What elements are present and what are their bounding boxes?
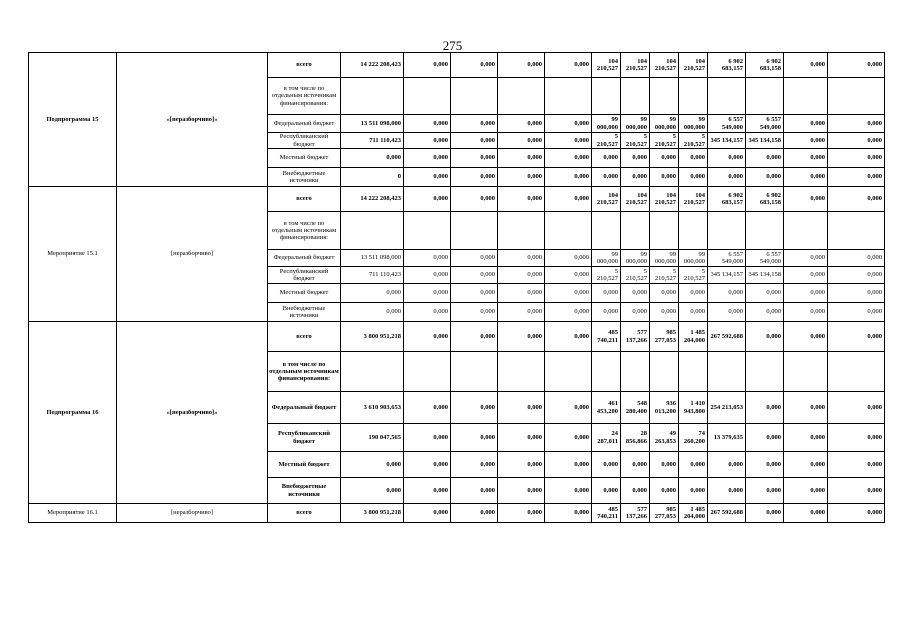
value-cell: 0,000 <box>498 504 545 523</box>
table-row <box>29 322 885 352</box>
value-cell: 6 902 683,158 <box>746 53 784 78</box>
value-cell: 0,000 <box>592 168 621 187</box>
value-cell: 1 485 204,000 <box>679 322 708 352</box>
value-cell: 0,000 <box>451 478 498 504</box>
value-cell <box>746 78 784 115</box>
value-cell: 0,000 <box>451 168 498 187</box>
value-cell: 0,000 <box>746 504 784 523</box>
value-cell: 5 210,527 <box>621 133 650 149</box>
value-cell: 24 287,011 <box>592 424 621 452</box>
value-cell: 0,000 <box>545 478 592 504</box>
value-cell: 0,000 <box>828 322 885 352</box>
value-cell <box>784 212 828 250</box>
value-cell: 0,000 <box>746 392 784 424</box>
value-cell: 0,000 <box>592 284 621 303</box>
value-cell: 267 592,688 <box>708 322 746 352</box>
value-cell: 0,000 <box>828 187 885 212</box>
value-cell: 985 277,053 <box>650 322 679 352</box>
value-cell: 548 280,400 <box>621 392 650 424</box>
value-cell: 0,000 <box>746 149 784 168</box>
value-cell: 13 511 098,000 <box>341 115 404 133</box>
value-cell: 6 557 549,000 <box>708 115 746 133</box>
value-cell: 0,000 <box>404 392 451 424</box>
value-cell: 0,000 <box>592 478 621 504</box>
value-cell: 190 047,565 <box>341 424 404 452</box>
value-cell: 0,000 <box>784 424 828 452</box>
value-cell: 0,000 <box>784 322 828 352</box>
value-cell: 99 000,000 <box>650 115 679 133</box>
value-cell <box>650 352 679 392</box>
value-cell: 0,000 <box>784 478 828 504</box>
value-cell: 0,000 <box>828 53 885 78</box>
value-cell: 3 610 903,653 <box>341 392 404 424</box>
value-cell: 0,000 <box>451 504 498 523</box>
value-cell: 0,000 <box>746 322 784 352</box>
value-cell: 0,000 <box>828 478 885 504</box>
source-label: Местный бюджет <box>268 149 341 168</box>
value-cell <box>650 78 679 115</box>
value-cell: 0,000 <box>708 284 746 303</box>
value-cell <box>708 212 746 250</box>
value-cell: 0,000 <box>621 452 650 478</box>
value-cell <box>621 78 650 115</box>
value-cell: 0,000 <box>498 284 545 303</box>
value-cell: 0,000 <box>404 133 451 149</box>
value-cell: 0,000 <box>498 267 545 284</box>
value-cell: 985 277,053 <box>650 504 679 523</box>
value-cell: 28 856,866 <box>621 424 650 452</box>
value-cell: 0,000 <box>341 303 404 322</box>
value-cell <box>404 352 451 392</box>
value-cell: 74 260,200 <box>679 424 708 452</box>
value-cell: 0,000 <box>404 504 451 523</box>
value-cell: 0,000 <box>828 392 885 424</box>
value-cell: 0,000 <box>498 392 545 424</box>
value-cell: 0,000 <box>498 322 545 352</box>
value-cell: 461 453,200 <box>592 392 621 424</box>
source-label: Республиканский бюджет <box>268 424 341 452</box>
value-cell <box>828 352 885 392</box>
value-cell: 0,000 <box>621 149 650 168</box>
value-cell: 0,000 <box>679 149 708 168</box>
value-cell: 5 210,527 <box>592 267 621 284</box>
value-cell <box>341 352 404 392</box>
value-cell: 99 000,000 <box>679 115 708 133</box>
value-cell: 0,000 <box>498 168 545 187</box>
value-cell <box>545 212 592 250</box>
value-cell: 0,000 <box>650 452 679 478</box>
value-cell: 0,000 <box>828 115 885 133</box>
value-cell: 0,000 <box>784 149 828 168</box>
value-cell: 0,000 <box>746 303 784 322</box>
value-cell: 345 134,158 <box>746 267 784 284</box>
value-cell <box>341 78 404 115</box>
value-cell <box>545 352 592 392</box>
value-cell: 0,000 <box>498 303 545 322</box>
value-cell: 0,000 <box>708 149 746 168</box>
value-cell: 0,000 <box>784 303 828 322</box>
value-cell: 267 592,688 <box>708 504 746 523</box>
budget-table <box>28 52 885 523</box>
value-cell: 0,000 <box>679 303 708 322</box>
value-cell: 0,000 <box>404 168 451 187</box>
source-label: Местный бюджет <box>268 452 341 478</box>
value-cell: 6 902 683,157 <box>708 53 746 78</box>
value-cell <box>545 78 592 115</box>
table-row <box>29 187 885 212</box>
value-cell: 0,000 <box>341 149 404 168</box>
value-cell: 0,000 <box>708 452 746 478</box>
value-cell: 6 902 683,158 <box>746 187 784 212</box>
value-cell: 0,000 <box>784 452 828 478</box>
value-cell: 0,000 <box>451 250 498 267</box>
value-cell: 104 210,527 <box>650 53 679 78</box>
value-cell: 0,000 <box>828 424 885 452</box>
value-cell: 0,000 <box>498 452 545 478</box>
value-cell: 13 511 098,000 <box>341 250 404 267</box>
value-cell: 104 210,527 <box>679 187 708 212</box>
value-cell: 99 000,000 <box>621 115 650 133</box>
value-cell: 104 210,527 <box>679 53 708 78</box>
table-row <box>29 504 885 523</box>
value-cell: 0,000 <box>404 115 451 133</box>
value-cell: 0,000 <box>784 187 828 212</box>
value-cell: 0,000 <box>650 478 679 504</box>
value-cell: 13 379,635 <box>708 424 746 452</box>
value-cell: 0,000 <box>650 149 679 168</box>
row-name: [неразборчиво] <box>117 504 268 523</box>
value-cell: 485 740,211 <box>592 504 621 523</box>
value-cell: 0,000 <box>784 250 828 267</box>
value-cell: 5 210,527 <box>650 267 679 284</box>
value-cell: 0,000 <box>545 187 592 212</box>
value-cell: 0,000 <box>451 267 498 284</box>
value-cell: 0,000 <box>545 133 592 149</box>
value-cell: 0,000 <box>784 115 828 133</box>
value-cell: 0,000 <box>404 267 451 284</box>
source-label: всего <box>268 504 341 523</box>
value-cell: 0,000 <box>545 303 592 322</box>
value-cell <box>592 212 621 250</box>
value-cell: 0,000 <box>451 322 498 352</box>
value-cell <box>650 212 679 250</box>
value-cell: 0,000 <box>404 478 451 504</box>
source-label: Внебюджетные источники <box>268 303 341 322</box>
source-label: в том числе по отдельным источникам финансирования: <box>268 78 341 115</box>
value-cell: 0,000 <box>828 267 885 284</box>
value-cell: 6 902 683,157 <box>708 187 746 212</box>
value-cell: 0,000 <box>545 267 592 284</box>
value-cell: 0,000 <box>708 168 746 187</box>
value-cell <box>708 352 746 392</box>
table-row <box>29 53 885 78</box>
row-code: Мероприятие 16.1 <box>29 504 117 523</box>
value-cell <box>708 78 746 115</box>
value-cell <box>451 352 498 392</box>
value-cell <box>784 78 828 115</box>
value-cell: 0,000 <box>828 149 885 168</box>
value-cell: 0,000 <box>341 452 404 478</box>
value-cell <box>784 352 828 392</box>
value-cell <box>498 78 545 115</box>
value-cell: 0,000 <box>545 424 592 452</box>
value-cell: 0,000 <box>650 168 679 187</box>
value-cell: 104 210,527 <box>650 187 679 212</box>
value-cell: 0,000 <box>404 424 451 452</box>
value-cell: 0,000 <box>828 284 885 303</box>
source-label: Внебюджетные источники <box>268 478 341 504</box>
value-cell: 0,000 <box>498 478 545 504</box>
value-cell <box>828 212 885 250</box>
value-cell <box>679 78 708 115</box>
value-cell: 0,000 <box>708 303 746 322</box>
value-cell: 0,000 <box>746 478 784 504</box>
value-cell: 0,000 <box>621 303 650 322</box>
value-cell: 3 800 951,218 <box>341 322 404 352</box>
value-cell <box>498 212 545 250</box>
value-cell: 0,000 <box>498 149 545 168</box>
value-cell: 0,000 <box>784 53 828 78</box>
value-cell: 0,000 <box>498 53 545 78</box>
source-label: в том числе по отдельным источникам финансирования: <box>268 352 341 392</box>
value-cell: 0,000 <box>498 424 545 452</box>
value-cell: 0,000 <box>545 149 592 168</box>
value-cell <box>828 78 885 115</box>
value-cell: 6 557 549,000 <box>746 250 784 267</box>
value-cell: 104 210,527 <box>621 53 650 78</box>
source-label: всего <box>268 53 341 78</box>
source-label: Федеральный бюджет <box>268 115 341 133</box>
value-cell: 0,000 <box>341 284 404 303</box>
value-cell: 0,000 <box>404 53 451 78</box>
value-cell: 0,000 <box>404 322 451 352</box>
value-cell: 0,000 <box>451 392 498 424</box>
value-cell: 0,000 <box>679 168 708 187</box>
value-cell <box>679 352 708 392</box>
value-cell: 0,000 <box>545 392 592 424</box>
value-cell: 0,000 <box>451 452 498 478</box>
value-cell: 0,000 <box>650 303 679 322</box>
value-cell: 6 557 549,000 <box>746 115 784 133</box>
value-cell: 0,000 <box>498 133 545 149</box>
value-cell <box>404 212 451 250</box>
value-cell: 0,000 <box>341 478 404 504</box>
value-cell: 0,000 <box>708 478 746 504</box>
value-cell: 936 013,200 <box>650 392 679 424</box>
value-cell: 0,000 <box>592 452 621 478</box>
value-cell <box>451 78 498 115</box>
row-name: «[неразборчиво]» <box>117 53 268 187</box>
value-cell <box>746 212 784 250</box>
value-cell <box>679 212 708 250</box>
value-cell <box>451 212 498 250</box>
value-cell: 0,000 <box>784 168 828 187</box>
value-cell: 0,000 <box>679 478 708 504</box>
value-cell: 99 000,000 <box>621 250 650 267</box>
value-cell: 99 000,000 <box>650 250 679 267</box>
value-cell: 5 210,527 <box>679 133 708 149</box>
value-cell: 14 222 208,423 <box>341 187 404 212</box>
value-cell: 99 000,000 <box>679 250 708 267</box>
value-cell: 0,000 <box>545 322 592 352</box>
value-cell: 99 000,000 <box>592 115 621 133</box>
value-cell: 0,000 <box>404 284 451 303</box>
page-number: 275 <box>442 38 463 53</box>
value-cell: 0,000 <box>545 504 592 523</box>
value-cell: 254 213,053 <box>708 392 746 424</box>
value-cell: 0,000 <box>451 115 498 133</box>
value-cell <box>498 352 545 392</box>
value-cell: 0,000 <box>451 53 498 78</box>
row-code: Подпрограмма 15 <box>29 53 117 187</box>
value-cell: 0,000 <box>545 250 592 267</box>
value-cell: 0,000 <box>404 452 451 478</box>
value-cell: 0,000 <box>828 250 885 267</box>
value-cell: 0,000 <box>451 303 498 322</box>
value-cell: 0,000 <box>746 452 784 478</box>
value-cell: 711 110,423 <box>341 267 404 284</box>
value-cell: 5 210,527 <box>650 133 679 149</box>
source-label: Местный бюджет <box>268 284 341 303</box>
value-cell: 0,000 <box>545 452 592 478</box>
value-cell: 3 800 951,218 <box>341 504 404 523</box>
value-cell: 6 557 549,000 <box>708 250 746 267</box>
value-cell: 0,000 <box>404 187 451 212</box>
value-cell: 0,000 <box>404 149 451 168</box>
value-cell <box>341 212 404 250</box>
value-cell: 0,000 <box>451 424 498 452</box>
value-cell: 1 485 204,000 <box>679 504 708 523</box>
row-code: Мероприятие 15.1 <box>29 187 117 322</box>
value-cell: 5 210,527 <box>592 133 621 149</box>
value-cell <box>404 78 451 115</box>
value-cell: 0,000 <box>621 168 650 187</box>
value-cell: 0,000 <box>404 303 451 322</box>
value-cell: 99 000,000 <box>592 250 621 267</box>
source-label: всего <box>268 322 341 352</box>
value-cell: 0,000 <box>451 149 498 168</box>
value-cell: 0,000 <box>828 303 885 322</box>
value-cell: 0,000 <box>746 168 784 187</box>
value-cell: 104 210,527 <box>592 53 621 78</box>
value-cell: 0,000 <box>545 168 592 187</box>
value-cell: 5 210,527 <box>679 267 708 284</box>
value-cell: 0,000 <box>784 133 828 149</box>
value-cell <box>746 352 784 392</box>
value-cell: 0,000 <box>404 250 451 267</box>
value-cell <box>592 352 621 392</box>
value-cell: 0,000 <box>784 284 828 303</box>
value-cell: 0,000 <box>828 452 885 478</box>
value-cell: 5 210,527 <box>621 267 650 284</box>
value-cell: 0,000 <box>828 504 885 523</box>
value-cell: 0,000 <box>746 284 784 303</box>
value-cell: 0,000 <box>498 115 545 133</box>
source-label: всего <box>268 187 341 212</box>
value-cell: 0,000 <box>451 187 498 212</box>
value-cell: 49 263,853 <box>650 424 679 452</box>
value-cell: 485 740,211 <box>592 322 621 352</box>
value-cell: 0,000 <box>592 303 621 322</box>
value-cell: 0,000 <box>784 504 828 523</box>
value-cell: 1 410 943,800 <box>679 392 708 424</box>
value-cell: 345 134,157 <box>708 133 746 149</box>
value-cell: 0,000 <box>679 452 708 478</box>
value-cell: 0,000 <box>545 53 592 78</box>
source-label: Республиканский бюджет <box>268 133 341 149</box>
value-cell: 0,000 <box>784 267 828 284</box>
value-cell <box>621 352 650 392</box>
value-cell: 0,000 <box>746 424 784 452</box>
value-cell: 0,000 <box>451 133 498 149</box>
value-cell: 104 210,527 <box>592 187 621 212</box>
source-label: Федеральный бюджет <box>268 250 341 267</box>
row-code: Подпрограмма 16 <box>29 322 117 504</box>
value-cell: 345 134,157 <box>708 267 746 284</box>
value-cell: 0,000 <box>592 149 621 168</box>
value-cell: 0 <box>341 168 404 187</box>
value-cell: 0,000 <box>545 284 592 303</box>
source-label: в том числе по отдельным источникам финансирования: <box>268 212 341 250</box>
row-name: «[неразборчиво]» <box>117 322 268 504</box>
value-cell: 0,000 <box>828 133 885 149</box>
value-cell: 0,000 <box>828 168 885 187</box>
row-name: [неразборчиво] <box>117 187 268 322</box>
value-cell: 0,000 <box>545 115 592 133</box>
value-cell: 0,000 <box>498 250 545 267</box>
value-cell: 104 210,527 <box>621 187 650 212</box>
value-cell: 0,000 <box>650 284 679 303</box>
value-cell: 0,000 <box>451 284 498 303</box>
value-cell: 345 134,158 <box>746 133 784 149</box>
value-cell <box>592 78 621 115</box>
value-cell: 0,000 <box>784 392 828 424</box>
value-cell: 577 137,266 <box>621 504 650 523</box>
value-cell: 14 222 208,423 <box>341 53 404 78</box>
value-cell <box>621 212 650 250</box>
value-cell: 0,000 <box>621 478 650 504</box>
value-cell: 0,000 <box>498 187 545 212</box>
source-label: Внебюджетные источники <box>268 168 341 187</box>
value-cell: 0,000 <box>679 284 708 303</box>
value-cell: 711 110,423 <box>341 133 404 149</box>
value-cell: 577 137,266 <box>621 322 650 352</box>
source-label: Федеральный бюджет <box>268 392 341 424</box>
source-label: Республиканский бюджет <box>268 267 341 284</box>
value-cell: 0,000 <box>621 284 650 303</box>
